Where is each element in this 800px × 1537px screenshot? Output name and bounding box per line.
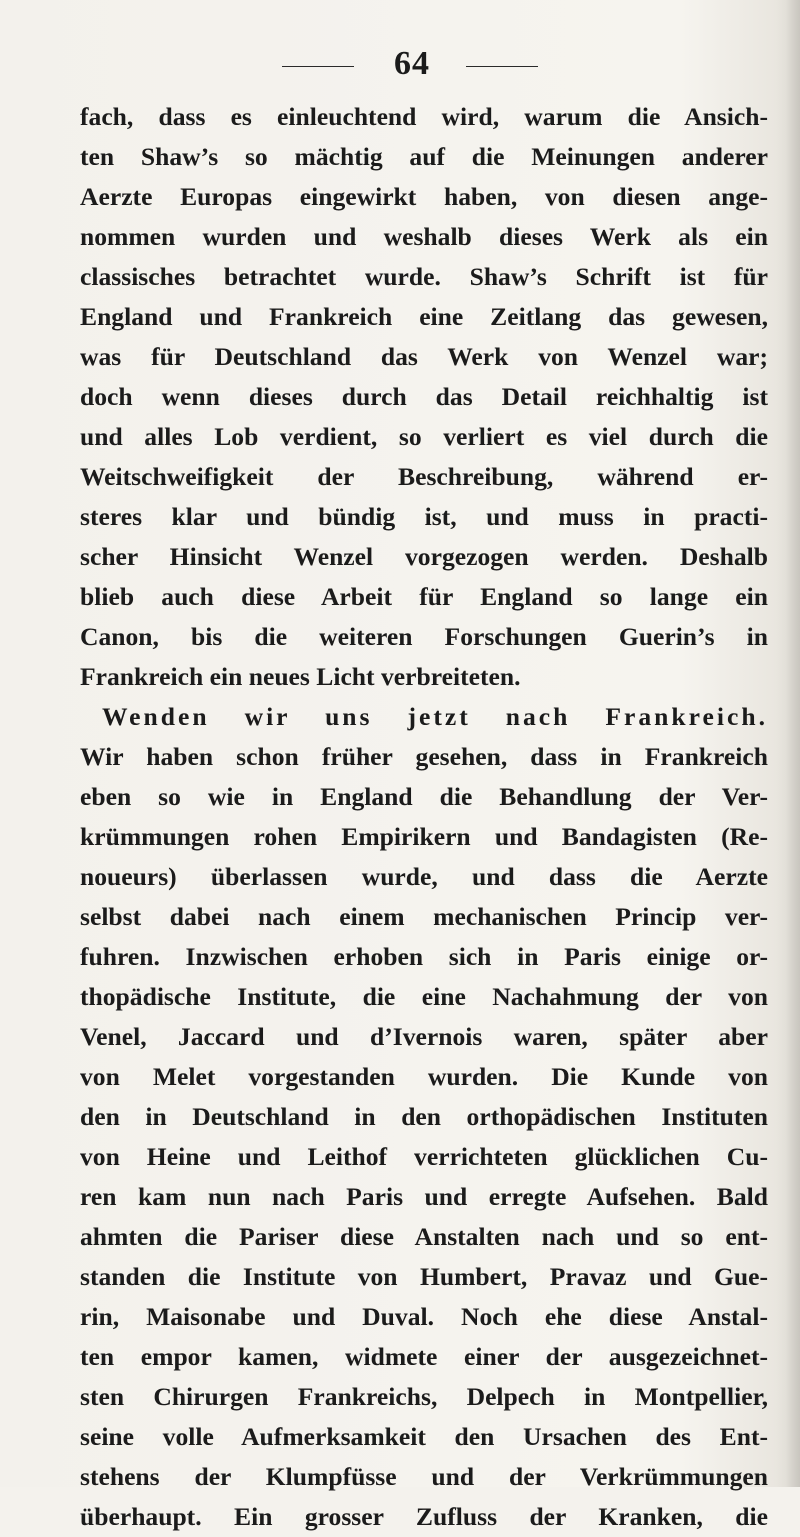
text-line: ahmten die Pariser diese Anstalten nach und so ent- <box>80 1222 768 1251</box>
text-line: Weitschweifigkeit der Beschreibung, während er- <box>80 462 768 491</box>
text-line: ren kam nun nach Paris und erregte Aufsehen. Bald <box>80 1182 768 1211</box>
body-text <box>80 97 768 1537</box>
text-line: den in Deutschland in den orthopädischen Instituten <box>80 1102 768 1131</box>
text-line: eben so wie in England die Behandlung der Ver- <box>80 782 768 811</box>
text-line: ten empor kamen, widmete einer der ausgezeichnet- <box>80 1342 768 1371</box>
text-line: noueurs) überlassen wurde, und dass die Aerzte <box>80 862 768 891</box>
text-line: selbst dabei nach einem mechanischen Princip ver- <box>80 902 768 931</box>
text-line: und alles Lob verdient, so verliert es viel durch die <box>80 422 768 451</box>
text-line: Wenden wir uns jetzt nach Frankreich. <box>102 702 768 731</box>
page-edge-shadow <box>786 0 800 1487</box>
text-line: seine volle Aufmerksamkeit den Ursachen des Ent- <box>80 1422 768 1451</box>
text-line: krümmungen rohen Empirikern und Bandagisten (Re- <box>80 822 768 851</box>
text-line: scher Hinsicht Wenzel vorgezogen werden. Deshalb <box>80 542 768 571</box>
text-line: steres klar und bündig ist, und muss in practi- <box>80 502 768 531</box>
text-line: doch wenn dieses durch das Detail reichhaltig ist <box>80 382 768 411</box>
text-line: sten Chirurgen Frankreichs, Delpech in Montpellier, <box>80 1382 768 1411</box>
text-line: Aerzte Europas eingewirkt haben, von diesen ange- <box>80 182 768 211</box>
text-line: Venel, Jaccard und d’Ivernois waren, später aber <box>80 1022 768 1051</box>
text-line: Wir haben schon früher gesehen, dass in Frankreich <box>80 742 768 771</box>
text-line: fach, dass es einleuchtend wird, warum die Ansich- <box>80 102 768 131</box>
text-line: Canon, bis die weiteren Forschungen Guerin’s in <box>80 622 768 651</box>
text-line: England und Frankreich eine Zeitlang das gewesen, <box>80 302 768 331</box>
page-header <box>0 44 800 84</box>
text-line: von Melet vorgestanden wurden. Die Kunde von <box>80 1062 768 1091</box>
text-line: überhaupt. Ein grosser Zufluss der Kranken, die <box>80 1502 768 1531</box>
text-line: ten Shaw’s so mächtig auf die Meinungen anderer <box>80 142 768 171</box>
text-line: Frankreich ein neues Licht verbreiteten. <box>80 662 521 691</box>
text-line: nommen wurden und weshalb dieses Werk als ein <box>80 222 768 251</box>
text-line: von Heine und Leithof verrichteten glücklichen Cu- <box>80 1142 768 1171</box>
page-number: 64 <box>394 45 430 82</box>
text-line: fuhren. Inzwischen erhoben sich in Paris einige or- <box>80 942 768 971</box>
text-line: stehens der Klumpfüsse und der Verkrümmungen <box>80 1462 768 1491</box>
text-line: standen die Institute von Humbert, Pravaz und Gue- <box>80 1262 768 1291</box>
text-line: blieb auch diese Arbeit für England so lange ein <box>80 582 768 611</box>
header-rule-right <box>466 66 538 67</box>
text-line: was für Deutschland das Werk von Wenzel war; <box>80 342 768 371</box>
text-line: classisches betrachtet wurde. Shaw’s Schrift ist für <box>80 262 768 291</box>
header-rule-left <box>282 66 354 67</box>
text-line: thopädische Institute, die eine Nachahmung der von <box>80 982 768 1011</box>
text-line: rin, Maisonabe und Duval. Noch ehe diese Anstal- <box>80 1302 768 1331</box>
